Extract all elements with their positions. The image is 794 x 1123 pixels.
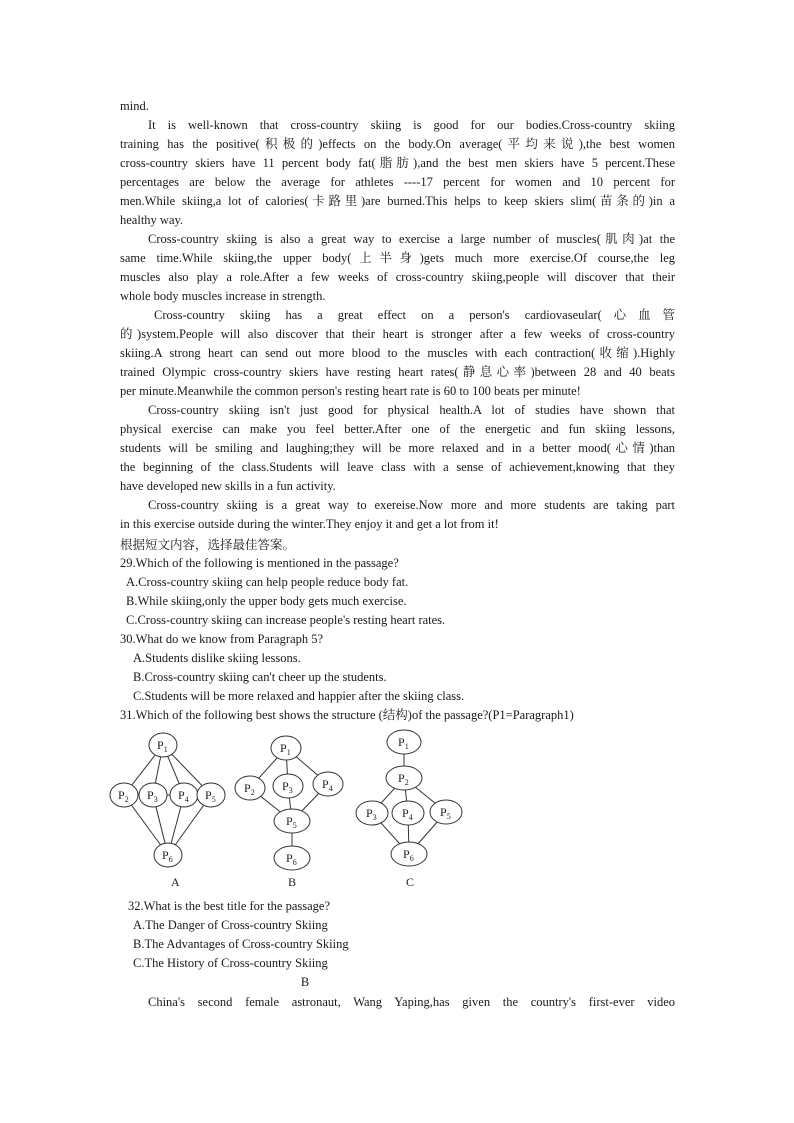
node-label: $P_1$ xyxy=(280,741,291,757)
node-label: $P_2$ xyxy=(398,771,409,787)
node-label: $P_6$ xyxy=(286,851,297,867)
node-label: $P_2$ xyxy=(244,781,255,797)
passage-line: Cross-country skiing is also a great way to exercise a large number of muscles(肌肉)at the xyxy=(148,232,675,246)
question-29-option-c[interactable]: C.Cross-country skiing can increase people's resting heart rates. xyxy=(126,613,446,627)
node-label: $P_1$ xyxy=(157,738,168,754)
diagram-option-a[interactable] xyxy=(110,733,225,889)
passage-line: It is well-known that cross-country skiing is good for our bodies.Cross-country skiing xyxy=(148,118,675,132)
node-label: $P_4$ xyxy=(322,777,333,793)
passage-line: Cross-country skiing isn't just good for physical health.A lot of studies have shown that xyxy=(148,403,675,417)
passage-line: healthy way. xyxy=(120,213,184,227)
question-32-option-c[interactable]: C.The History of Cross-country Skiing xyxy=(133,956,328,970)
node-label: $P_4$ xyxy=(402,806,413,822)
passage-line: men.While skiing,a lot of calories(卡路里)are burned.This helps to keep skiers slim(苗条的)in a xyxy=(120,194,675,208)
node-label: $P_3$ xyxy=(147,788,158,804)
question-29-stem: 29.Which of the following is mentioned in the passage? xyxy=(120,556,399,570)
diagram-label-a: A xyxy=(171,875,180,889)
passage-line: mind. xyxy=(120,99,149,113)
question-30-option-b[interactable]: B.Cross-country skiing can't cheer up the students. xyxy=(133,670,387,684)
question-32-option-a[interactable]: A.The Danger of Cross-country Skiing xyxy=(133,918,328,932)
passage-line: 的)system.People will also discover that their heart is stronger after a few weeks of cross-country xyxy=(120,327,675,341)
passage-line: percentages are below the average for athletes ----17 percent for women and 10 percent for xyxy=(120,175,675,189)
passage-line: cross-country skiers have 11 percent body fat(脂肪),and the best men skiers have 5 percent.These xyxy=(120,156,675,170)
node-label: $P_5$ xyxy=(440,805,451,821)
passage-line: training has the positive(积极的)effects on the body.On average(平均来说),the best women xyxy=(120,137,675,151)
diagram-label-b: B xyxy=(288,875,297,889)
question-31-stem: 31.Which of the following best shows the structure (结构)of the passage?(P1=Paragraph1) xyxy=(120,708,574,722)
node-label: $P_5$ xyxy=(205,788,216,804)
passage-line: students will be smiling and laughing;they will be more relaxed and in a better mood(心情)than xyxy=(120,441,675,455)
question-30-option-a[interactable]: A.Students dislike skiing lessons. xyxy=(133,651,301,665)
diagram-option-c[interactable] xyxy=(356,730,462,889)
passage-line: in this exercise outside during the winter.They enjoy it and get a lot from it! xyxy=(120,517,499,531)
node-label: $P_4$ xyxy=(178,788,189,804)
node-label: $P_3$ xyxy=(366,806,377,822)
passage-line: Cross-country skiing has a great effect on a person's cardiovaseular(心血管 xyxy=(154,308,675,322)
question-30-option-c[interactable]: C.Students will be more relaxed and happier after the skiing class. xyxy=(133,689,465,703)
passage-line: per minute.Meanwhile the common person's resting heart rate is 60 to 100 beats per minute! xyxy=(120,384,581,398)
structure-diagrams xyxy=(100,728,480,893)
diagram-label-c: C xyxy=(406,875,415,889)
node-label: $P_3$ xyxy=(282,779,293,795)
passage-line: same time.While skiing,the upper body(上半身)gets much more exercise.Of course,the leg xyxy=(120,251,675,265)
question-32-option-b[interactable]: B.The Advantages of Cross-country Skiing xyxy=(133,937,349,951)
question-32-stem: 32.What is the best title for the passage? xyxy=(128,899,331,913)
node-label: $P_1$ xyxy=(398,735,409,751)
instruction-text: 根据短文内容，选择最佳答案。 xyxy=(120,537,296,552)
passage-line: have developed new skills in a fun activity. xyxy=(120,479,336,493)
node-label: $P_6$ xyxy=(403,847,414,863)
passage-line: physical exercise can make you feel better.After one of the energetic and fun skiing lessons, xyxy=(120,422,675,436)
question-30-stem: 30.What do we know from Paragraph 5? xyxy=(120,632,324,646)
passage-line: trained Olympic cross-country skiers have resting heart rates(静息心率)between 28 and 40 beats xyxy=(120,365,675,379)
diagram-option-b[interactable] xyxy=(235,736,343,889)
node-label: $P_6$ xyxy=(162,848,173,864)
question-29-option-b[interactable]: B.While skiing,only the upper body gets much exercise. xyxy=(126,594,407,608)
passage-line: skiing.A strong heart can send out more blood to the muscles with each contraction(收缩).Highly xyxy=(120,346,675,360)
passage-line: whole body muscles increase in strength. xyxy=(120,289,326,303)
question-29-option-a[interactable]: A.Cross-country skiing can help people reduce body fat. xyxy=(126,575,409,589)
passage-line: the beginning of the class.Students will leave class with a sense of achievement,knowing that they xyxy=(120,460,675,474)
passage-line: Cross-country skiing is a great way to exereise.Now more and more students are taking part xyxy=(148,498,675,512)
passage-line: muscles also play a role.After a few weeks of cross-country skiing,people will discover that their xyxy=(120,270,675,284)
passage-b-heading: B xyxy=(300,975,310,989)
node-label: $P_5$ xyxy=(286,814,297,830)
node-label: $P_2$ xyxy=(118,788,129,804)
passage-b-line: China's second female astronaut, Wang Yaping,has given the country's first-ever video xyxy=(148,995,675,1009)
